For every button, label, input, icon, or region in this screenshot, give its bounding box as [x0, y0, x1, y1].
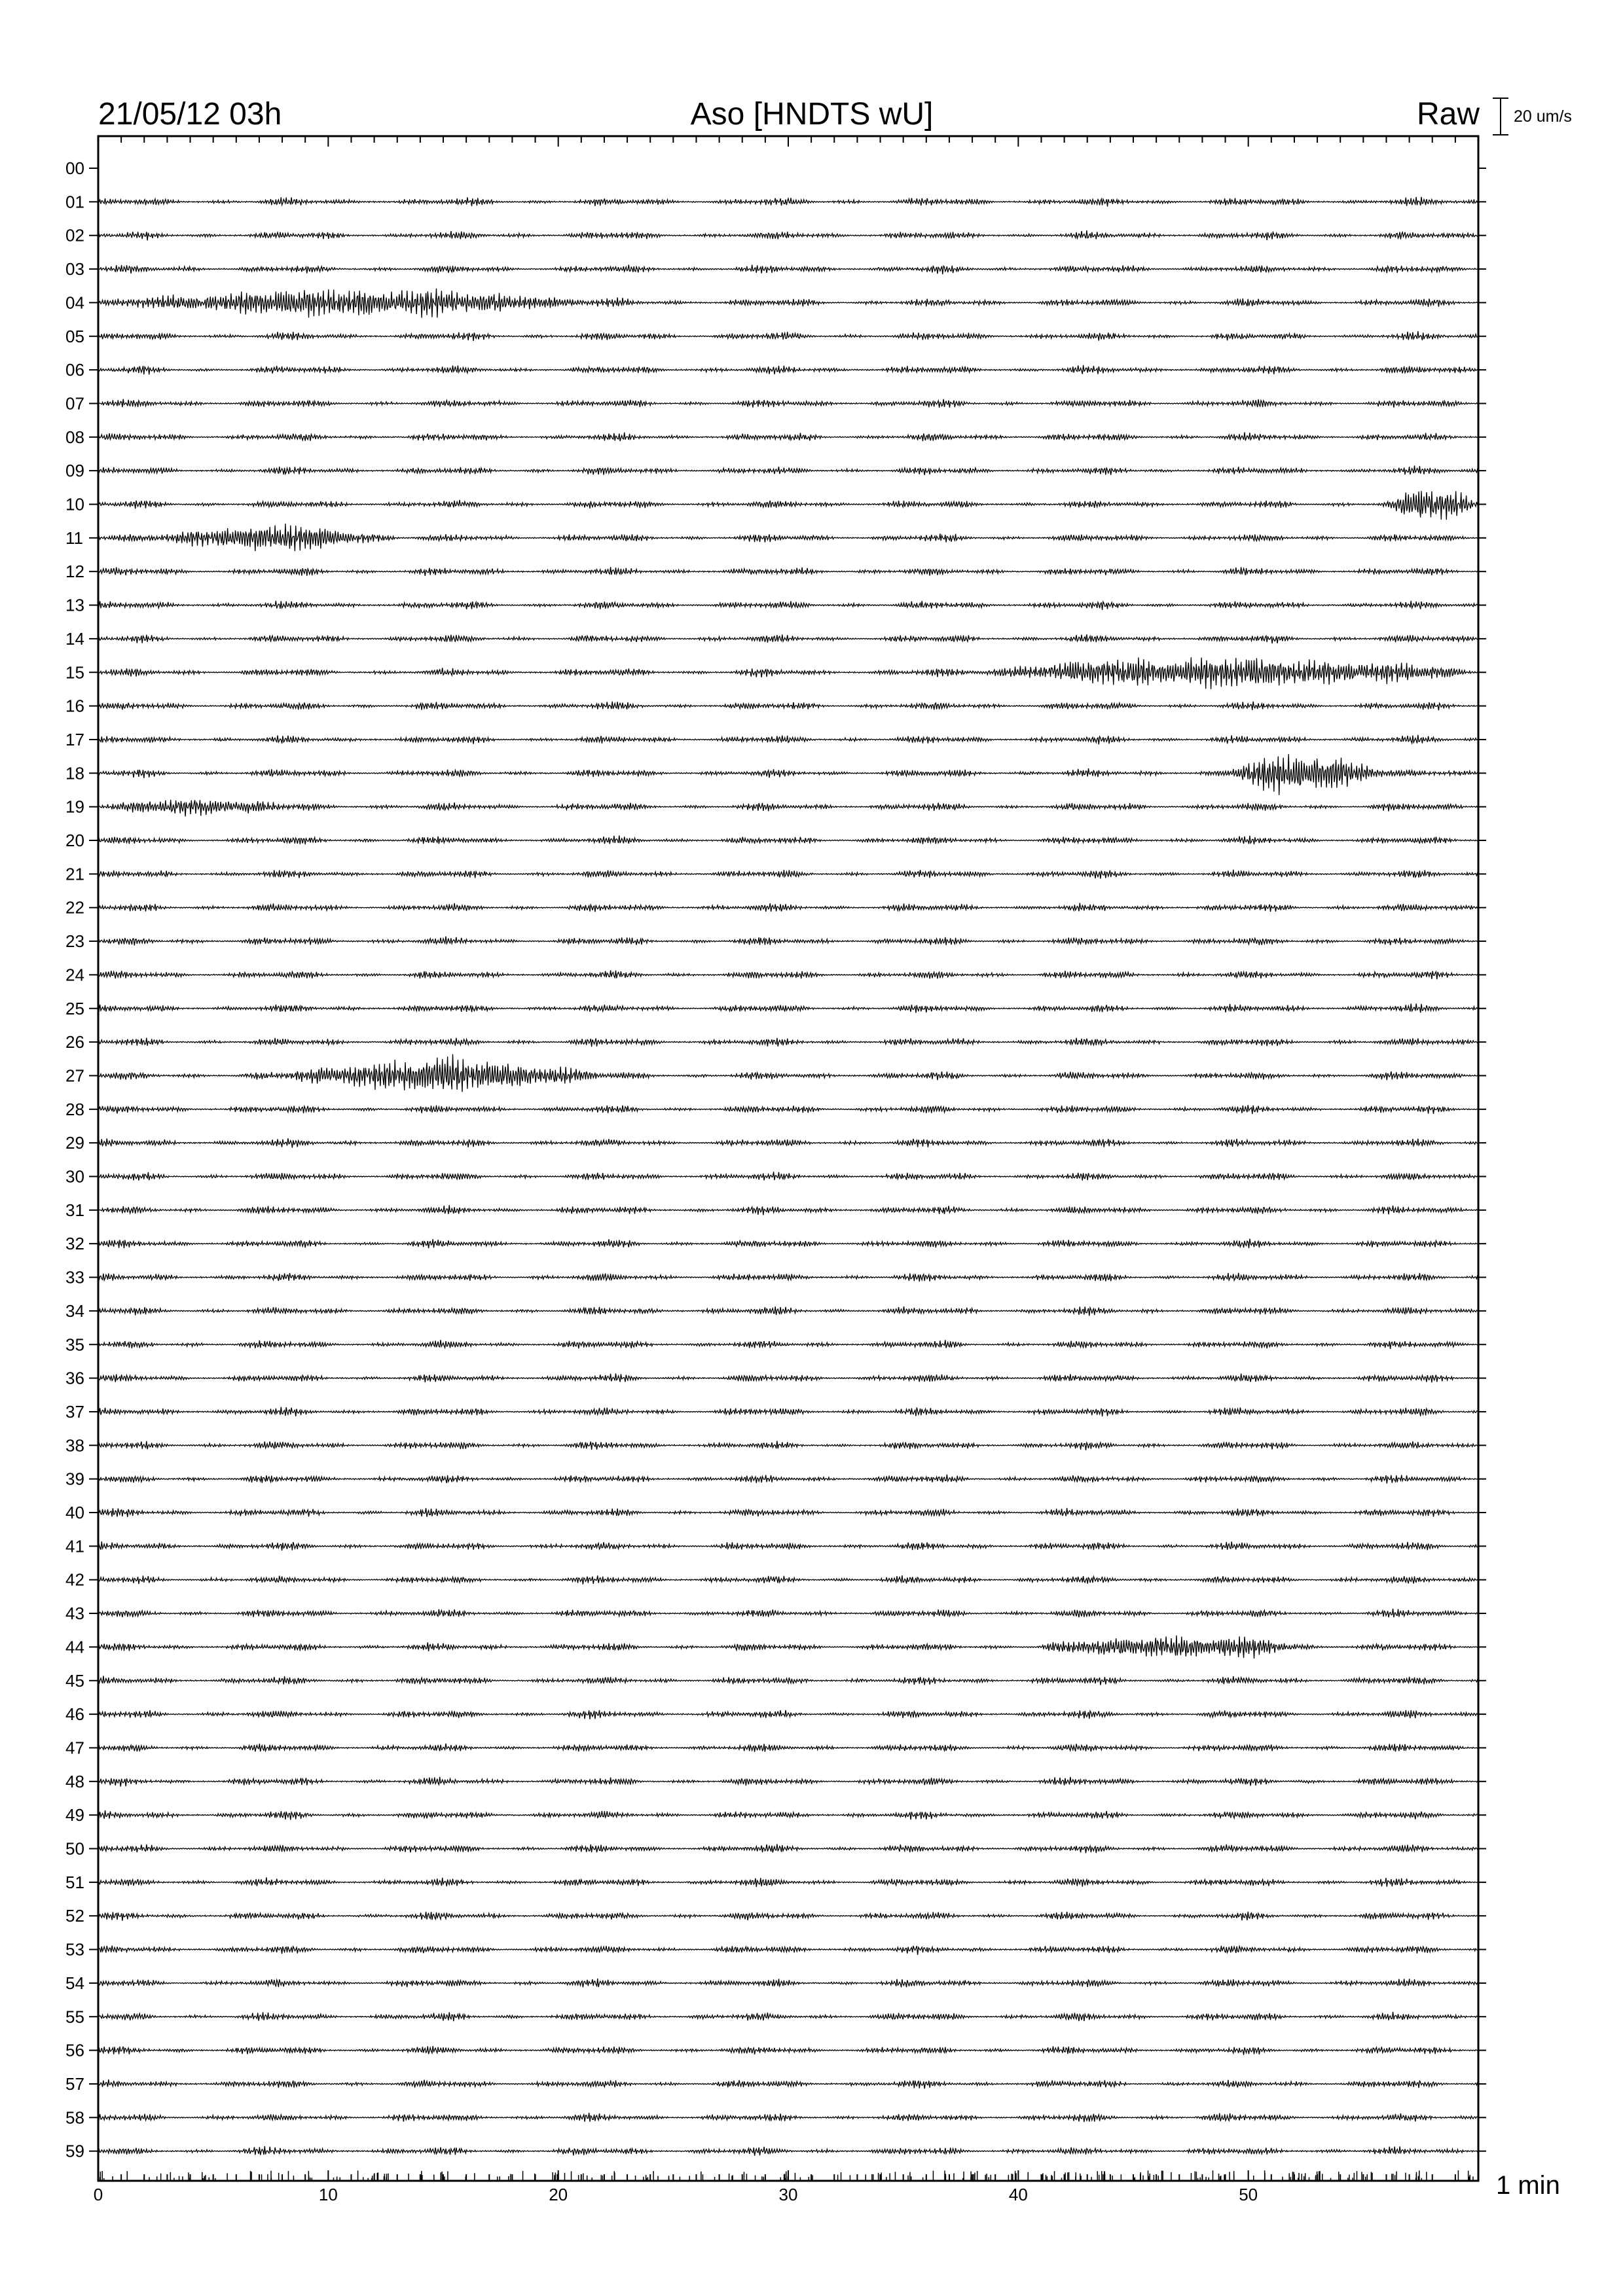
- scale-bar: [1493, 98, 1508, 135]
- trace-05: [98, 331, 1478, 341]
- trace-12: [98, 567, 1478, 576]
- row-label: 02: [65, 225, 84, 245]
- trace-55: [98, 2012, 1478, 2021]
- trace-16: [98, 702, 1478, 711]
- trace-10: [98, 491, 1478, 520]
- row-label: 13: [65, 595, 84, 615]
- row-labels: [65, 158, 84, 2161]
- row-label: 54: [65, 1973, 84, 1993]
- trace-36: [98, 1373, 1478, 1382]
- row-label: 03: [65, 259, 84, 279]
- row-label: 47: [65, 1738, 84, 1758]
- row-label: 15: [65, 662, 84, 683]
- x-tick-label: 40: [1008, 2185, 1028, 2204]
- trace-11: [98, 524, 1478, 551]
- trace-19: [98, 800, 1478, 817]
- row-label: 38: [65, 1435, 84, 1456]
- trace-39: [98, 1475, 1478, 1484]
- row-label: 51: [65, 1872, 84, 1892]
- row-label: 18: [65, 763, 84, 783]
- trace-25: [98, 1003, 1478, 1013]
- row-label: 55: [65, 2007, 84, 2027]
- trace-59: [98, 2146, 1478, 2156]
- row-label: 44: [65, 1637, 84, 1657]
- row-label: 58: [65, 2108, 84, 2128]
- x-tick-label: 30: [778, 2185, 798, 2204]
- trace-17: [98, 735, 1478, 745]
- trace-52: [98, 1912, 1478, 1921]
- row-label: 16: [65, 696, 84, 716]
- x-tick-label: 50: [1239, 2185, 1258, 2204]
- row-label: 52: [65, 1906, 84, 1926]
- trace-21: [98, 870, 1478, 879]
- row-label: 19: [65, 797, 84, 817]
- trace-56: [98, 2046, 1478, 2055]
- row-label: 59: [65, 2141, 84, 2161]
- row-label: 12: [65, 562, 84, 582]
- trace-09: [98, 465, 1478, 475]
- plot-frame: [98, 136, 1478, 2181]
- trace-24: [98, 971, 1478, 980]
- trace-47: [98, 1744, 1478, 1752]
- row-label: 48: [65, 1771, 84, 1791]
- trace-27: [98, 1054, 1478, 1092]
- trace-49: [98, 1810, 1478, 1820]
- row-label: 36: [65, 1368, 84, 1388]
- row-label: 49: [65, 1805, 84, 1825]
- mode-label: Raw: [1416, 97, 1480, 132]
- row-label: 05: [65, 326, 84, 346]
- row-label: 04: [65, 293, 84, 313]
- chart-title: Aso [HNDTS wU]: [690, 97, 934, 132]
- row-label: 20: [65, 831, 84, 850]
- row-label: 53: [65, 1939, 84, 1960]
- x-tick-label: 0: [93, 2185, 103, 2204]
- row-label: 22: [65, 897, 84, 918]
- bottom-ticks: [98, 2170, 1478, 2181]
- trace-20: [98, 836, 1478, 845]
- trace-22: [98, 903, 1478, 912]
- trace-14: [98, 634, 1478, 643]
- row-label: 09: [65, 461, 84, 481]
- trace-58: [98, 2113, 1478, 2122]
- row-label: 01: [65, 192, 84, 212]
- trace-07: [98, 399, 1478, 408]
- trace-54: [98, 1979, 1478, 1987]
- trace-04: [98, 289, 1478, 318]
- row-label: 45: [65, 1670, 84, 1691]
- trace-06: [98, 365, 1478, 375]
- x-tick-label: 10: [318, 2185, 338, 2204]
- row-label: 23: [65, 931, 84, 952]
- trace-13: [98, 601, 1478, 610]
- datetime-label: 21/05/12 03h: [98, 97, 282, 132]
- row-label: 32: [65, 1234, 84, 1254]
- trace-48: [98, 1777, 1478, 1787]
- trace-46: [98, 1710, 1478, 1719]
- trace-30: [98, 1172, 1478, 1181]
- trace-42: [98, 1575, 1478, 1585]
- row-label: 27: [65, 1066, 84, 1086]
- trace-33: [98, 1273, 1478, 1282]
- row-label: 34: [65, 1300, 84, 1321]
- trace-18: [98, 754, 1478, 795]
- trace-41: [98, 1541, 1478, 1551]
- trace-01: [98, 197, 1478, 207]
- trace-28: [98, 1105, 1478, 1114]
- row-label: 56: [65, 2040, 84, 2060]
- trace-51: [98, 1877, 1478, 1887]
- row-label: 24: [65, 965, 84, 985]
- trace-40: [98, 1508, 1478, 1517]
- trace-15: [98, 657, 1478, 689]
- row-label: 41: [65, 1536, 84, 1556]
- trace-45: [98, 1676, 1478, 1685]
- row-ticks: [89, 168, 1486, 2151]
- row-label: 40: [65, 1503, 84, 1522]
- trace-23: [98, 937, 1478, 946]
- row-label: 07: [65, 393, 84, 414]
- row-label: 06: [65, 360, 84, 380]
- row-label: 46: [65, 1704, 84, 1725]
- trace-03: [98, 265, 1478, 275]
- row-label: 10: [65, 494, 84, 514]
- row-label: 00: [65, 158, 84, 178]
- row-label: 28: [65, 1099, 84, 1119]
- trace-35: [98, 1340, 1478, 1349]
- trace-53: [98, 1946, 1478, 1955]
- row-label: 11: [65, 528, 83, 548]
- row-label: 26: [65, 1032, 84, 1052]
- row-label: 17: [65, 729, 84, 749]
- x-axis-labels: [94, 2185, 1258, 2204]
- row-label: 35: [65, 1335, 84, 1355]
- traces: [98, 197, 1478, 2156]
- x-tick-label: 20: [549, 2185, 568, 2204]
- row-label: 57: [65, 2073, 84, 2094]
- trace-50: [98, 1844, 1478, 1854]
- row-label: 21: [65, 864, 84, 884]
- row-label: 25: [65, 998, 84, 1018]
- row-label: 30: [65, 1166, 84, 1187]
- row-label: 50: [65, 1839, 84, 1859]
- row-label: 29: [65, 1133, 84, 1153]
- row-label: 14: [65, 628, 84, 649]
- trace-08: [98, 432, 1478, 441]
- trace-57: [98, 2079, 1478, 2089]
- row-label: 31: [65, 1200, 84, 1220]
- row-label: 39: [65, 1469, 84, 1489]
- trace-32: [98, 1239, 1478, 1249]
- row-label: 08: [65, 427, 84, 447]
- trace-29: [98, 1138, 1478, 1147]
- trace-34: [98, 1306, 1478, 1316]
- trace-26: [98, 1038, 1478, 1047]
- x-axis-label: 1 min: [1496, 2171, 1560, 2200]
- row-label: 43: [65, 1604, 84, 1624]
- trace-31: [98, 1205, 1478, 1215]
- trace-44: [98, 1636, 1478, 1659]
- top-ticks: [98, 136, 1478, 147]
- trace-37: [98, 1407, 1478, 1417]
- row-label: 33: [65, 1267, 84, 1287]
- row-label: 42: [65, 1570, 84, 1590]
- trace-02: [98, 230, 1478, 240]
- trace-38: [98, 1441, 1478, 1450]
- trace-43: [98, 1609, 1478, 1617]
- scale-label: 20 um/s: [1514, 107, 1572, 126]
- row-label: 37: [65, 1401, 84, 1422]
